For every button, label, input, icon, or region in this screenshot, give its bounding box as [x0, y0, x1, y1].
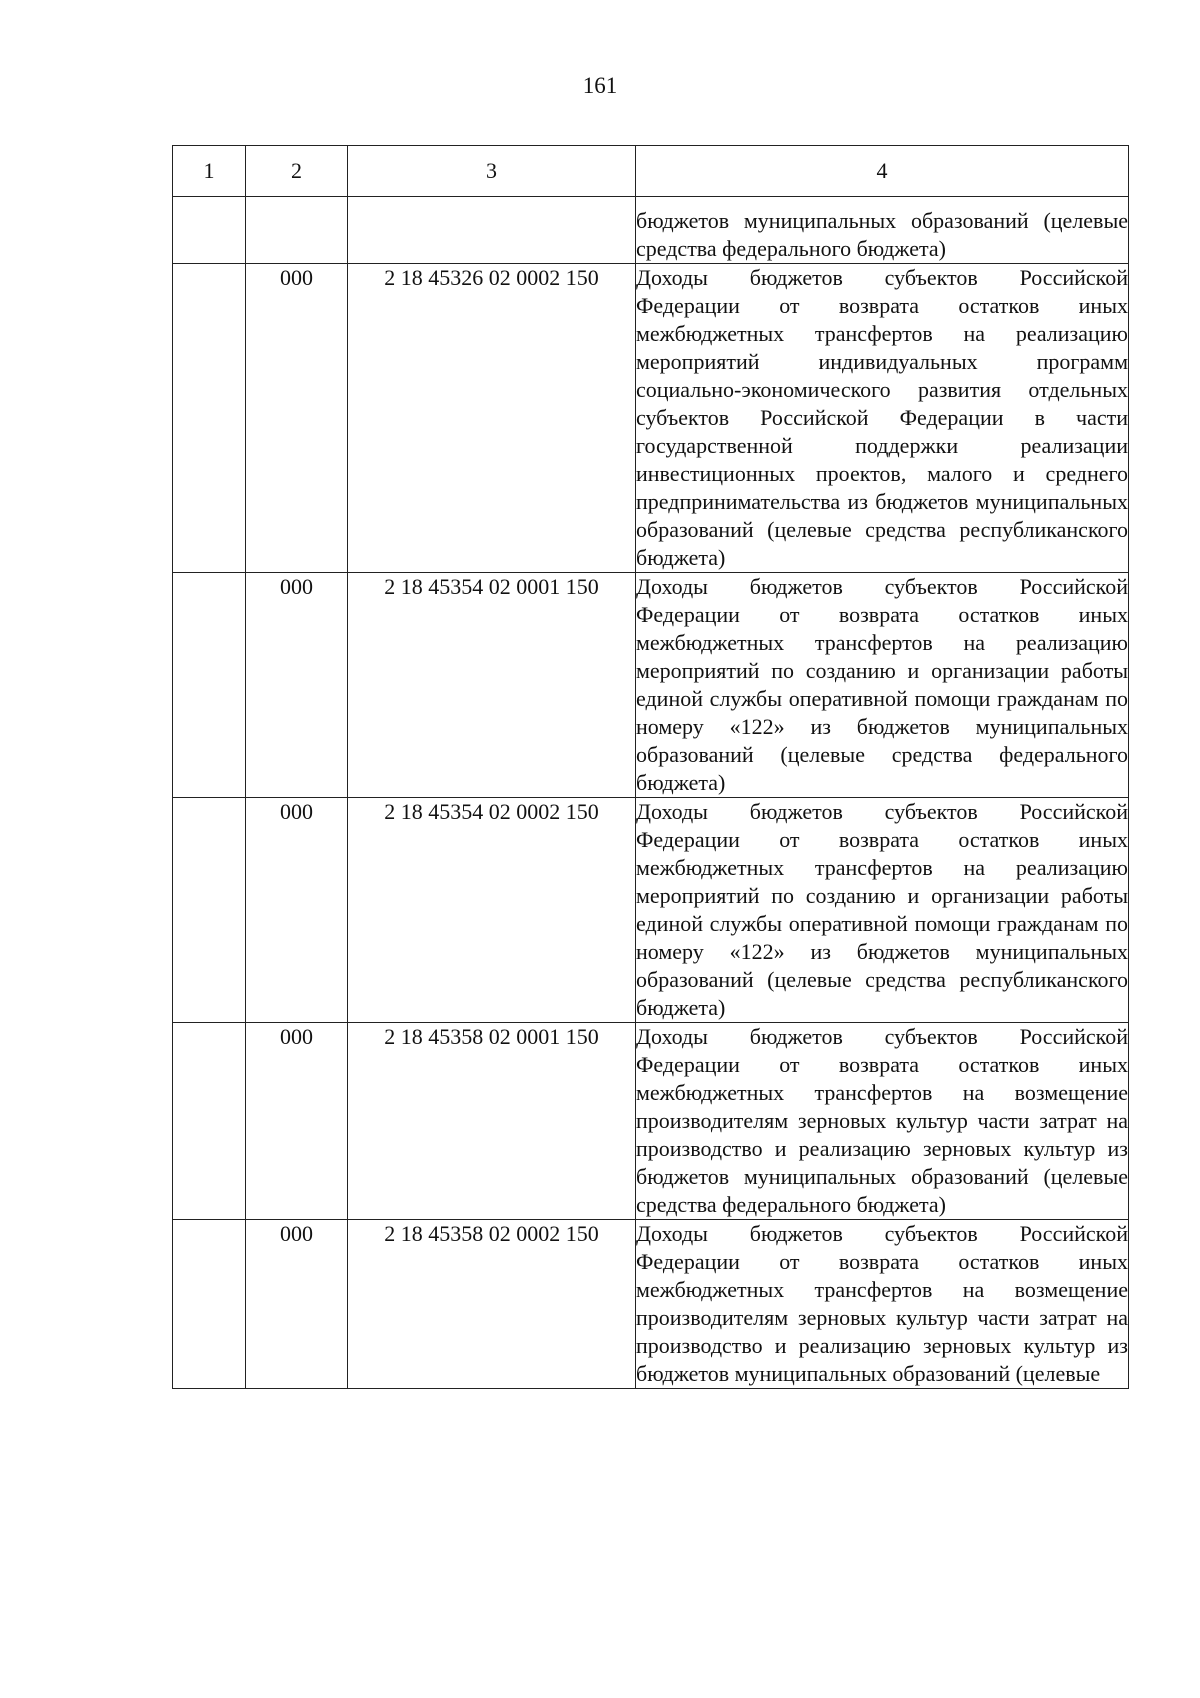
description-cell: Доходы бюджетов субъектов Российской Федерации от возврата остатков иных межбюджетных трансфертов на возмещение производителям зерновых культур части затрат на производство и реализацию зерновых культур из бюджетов муниципальных образований (целевые: [636, 1220, 1129, 1389]
row-col-1: [173, 264, 246, 573]
row-col-1: [173, 1220, 246, 1389]
header-col-3: 3: [348, 146, 636, 197]
admin-code-cell: 000: [246, 1220, 348, 1389]
admin-code-cell: 000: [246, 573, 348, 798]
header-col-4: 4: [636, 146, 1129, 197]
budget-codes-table: [172, 145, 1129, 1389]
row-col-1: [173, 573, 246, 798]
budget-code-cell: 2 18 45358 02 0002 150: [348, 1220, 636, 1389]
description-cell: бюджетов муниципальных образований (целевые средства федерального бюджета): [636, 197, 1129, 264]
admin-code-cell: 000: [246, 798, 348, 1023]
table-row: [173, 1023, 1129, 1220]
row-col-1: [173, 798, 246, 1023]
budget-code-cell: 2 18 45326 02 0002 150: [348, 264, 636, 573]
budget-code-cell: 2 18 45354 02 0002 150: [348, 798, 636, 1023]
admin-code-cell: 000: [246, 1023, 348, 1220]
header-col-2: 2: [246, 146, 348, 197]
table-row: [173, 264, 1129, 573]
description-cell: Доходы бюджетов субъектов Российской Федерации от возврата остатков иных межбюджетных трансфертов на реализацию мероприятий индивидуальных программ социально-экономического развития отдельных субъектов Российской Федерации в части государственной поддержки реализации инвестиционных проектов, малого и среднего предпринимательства из бюджетов муниципальных образований (целевые средства республиканского бюджета): [636, 264, 1129, 573]
budget-code-cell: [348, 197, 636, 264]
header-col-1: 1: [173, 146, 246, 197]
budget-code-cell: 2 18 45358 02 0001 150: [348, 1023, 636, 1220]
admin-code-cell: [246, 197, 348, 264]
table-row: [173, 573, 1129, 798]
description-cell: Доходы бюджетов субъектов Российской Федерации от возврата остатков иных межбюджетных трансфертов на реализацию мероприятий по созданию и организации работы единой службы оперативной помощи гражданам по номеру «122» из бюджетов муниципальных образований (целевые средства федерального бюджета): [636, 573, 1129, 798]
table-row: [173, 1220, 1129, 1389]
table-row: [173, 197, 1129, 264]
table-row: [173, 798, 1129, 1023]
description-cell: Доходы бюджетов субъектов Российской Федерации от возврата остатков иных межбюджетных трансфертов на возмещение производителям зерновых культур части затрат на производство и реализацию зерновых культур из бюджетов муниципальных образований (целевые средства федерального бюджета): [636, 1023, 1129, 1220]
budget-code-cell: 2 18 45354 02 0001 150: [348, 573, 636, 798]
page-number: 161: [582, 73, 618, 98]
row-col-1: [173, 1023, 246, 1220]
table-header-row: [173, 146, 1129, 197]
admin-code-cell: 000: [246, 264, 348, 573]
description-cell: Доходы бюджетов субъектов Российской Федерации от возврата остатков иных межбюджетных трансфертов на реализацию мероприятий по созданию и организации работы единой службы оперативной помощи гражданам по номеру «122» из бюджетов муниципальных образований (целевые средства республиканского бюджета): [636, 798, 1129, 1023]
row-col-1: [173, 197, 246, 264]
